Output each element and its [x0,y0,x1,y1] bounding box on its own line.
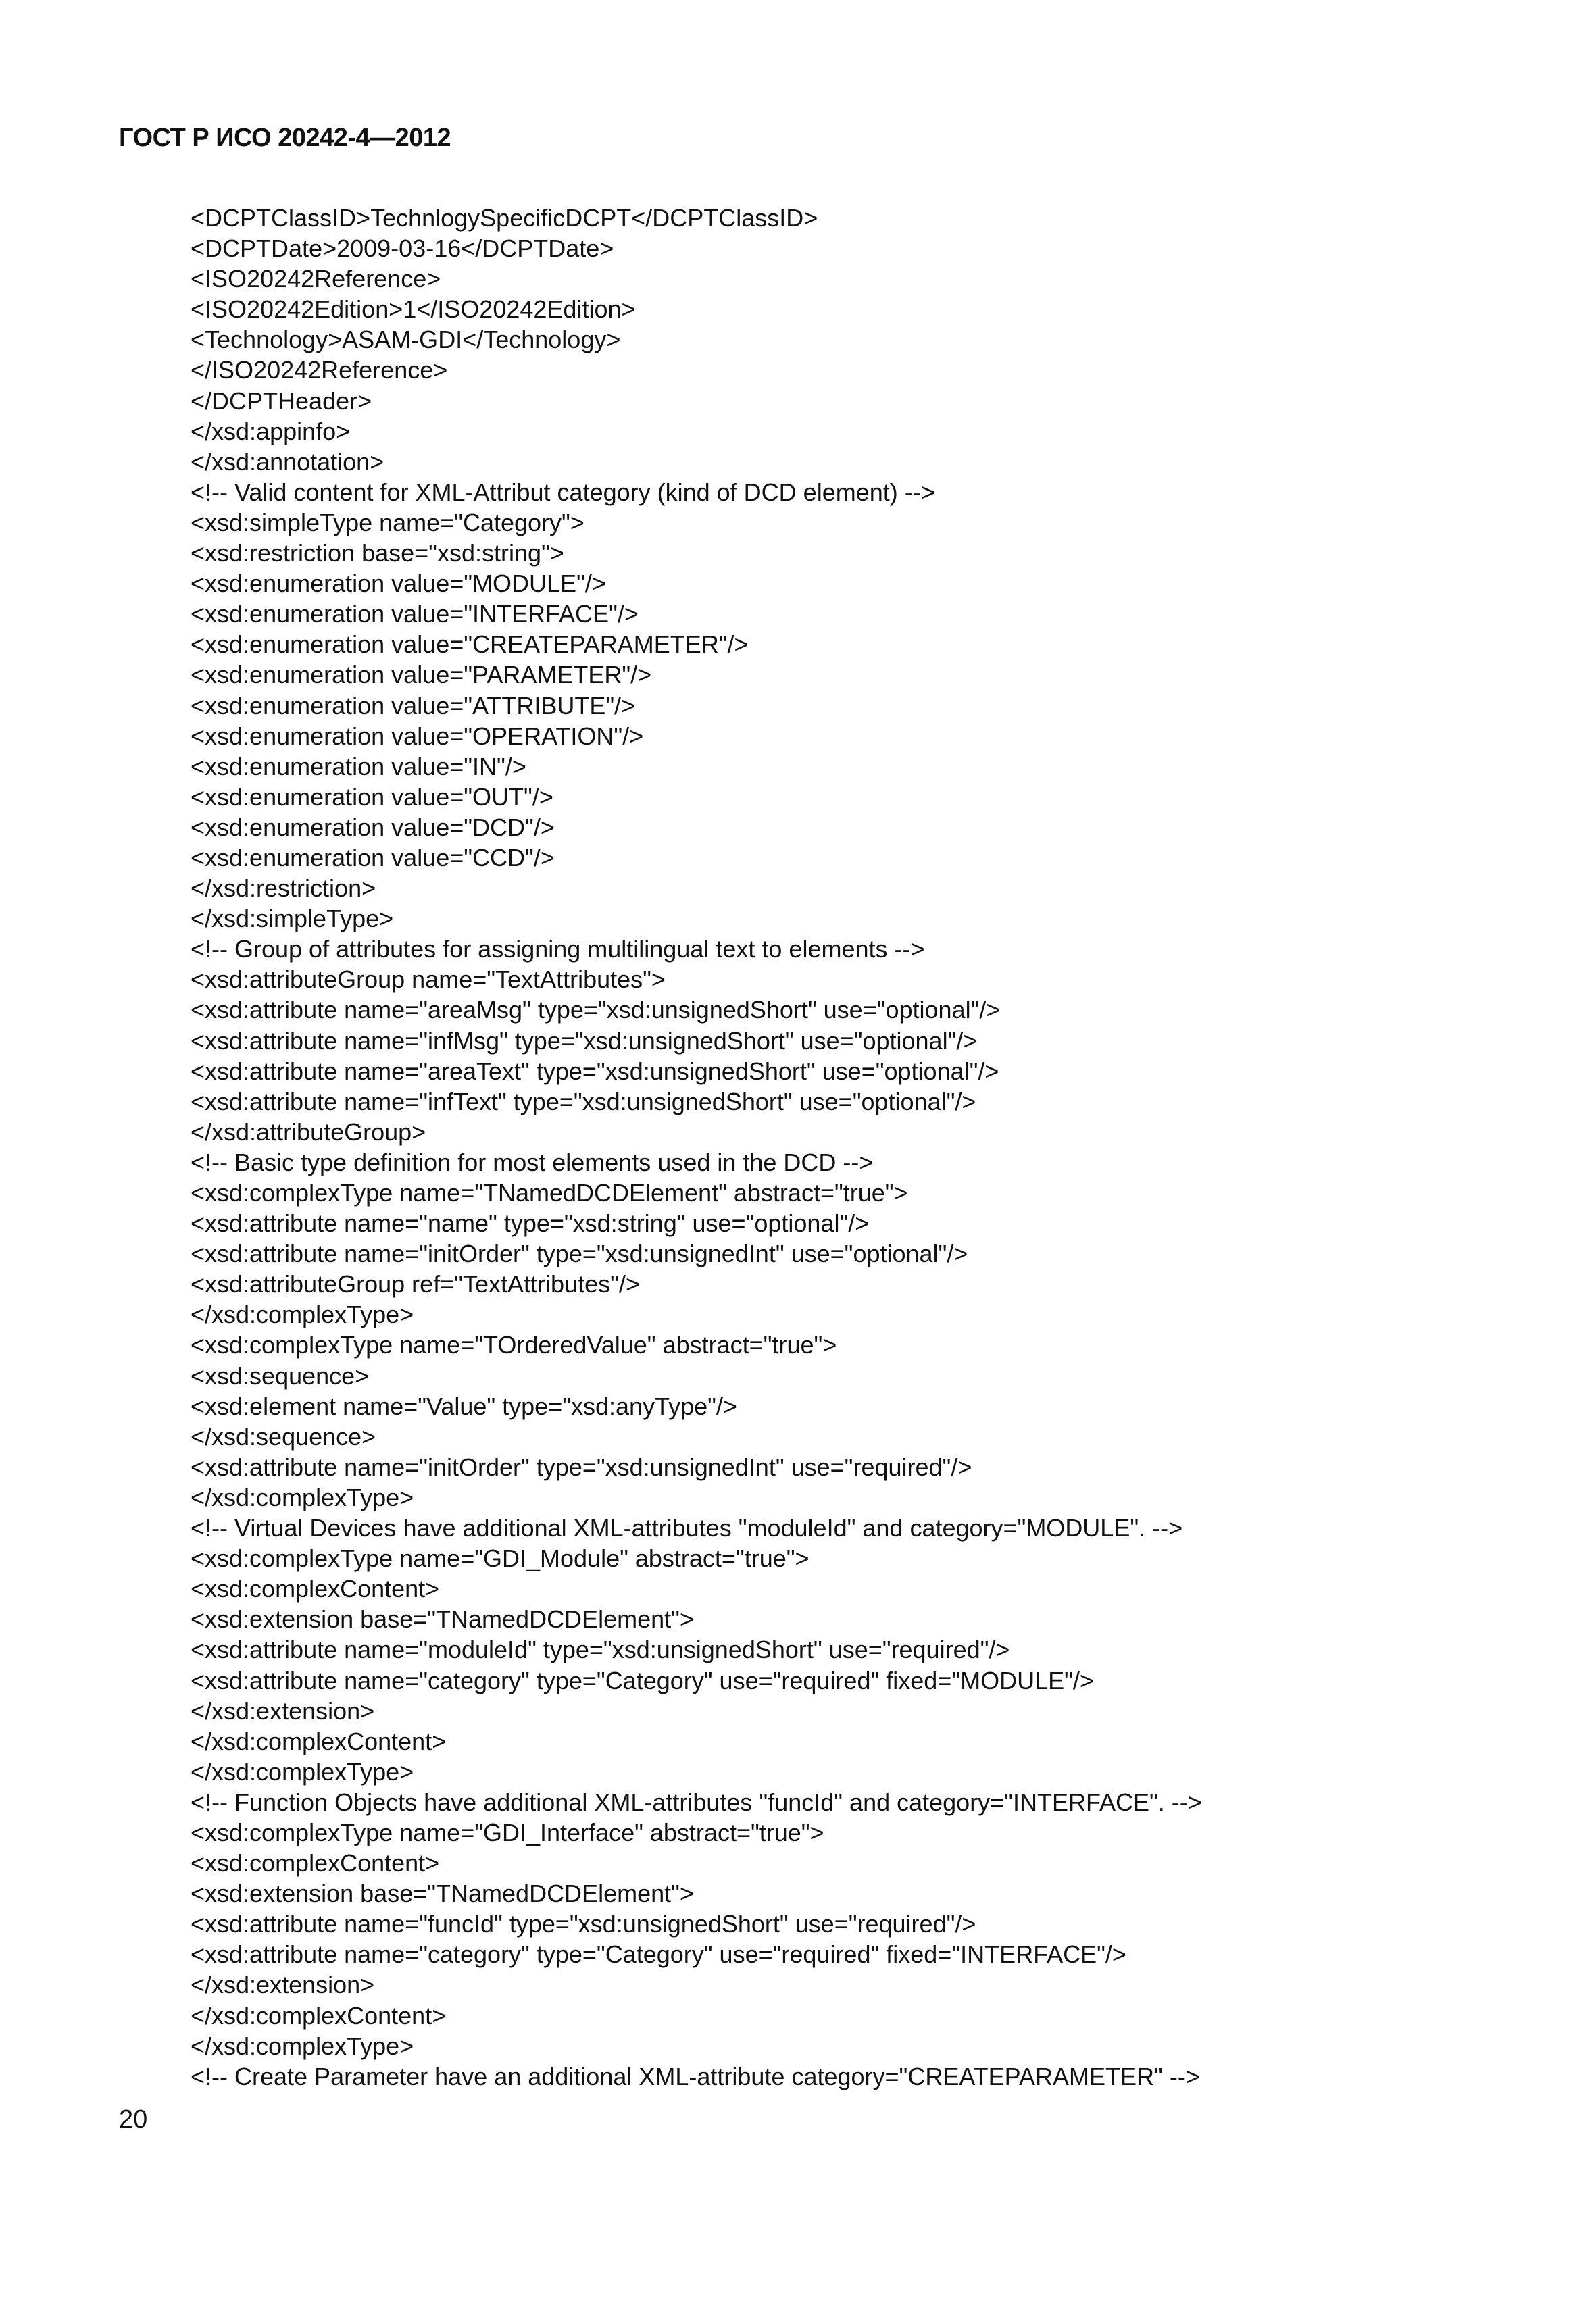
code-line: <xsd:extension base="TNamedDCDElement"> [191,1880,694,1908]
code-line: </xsd:extension> [191,1696,375,1725]
code-line: <xsd:enumeration value="CCD"/> [191,843,555,872]
code-line: <xsd:attribute name="areaMsg" type="xsd:unsignedShort" use="optional"/> [191,996,1001,1024]
code-line: <xsd:sequence> [191,1361,370,1390]
code-line: <xsd:attributeGroup ref="TextAttributes"/> [191,1270,640,1299]
code-line: <ISO20242Reference> [191,265,441,293]
code-line: <xsd:enumeration value="OUT"/> [191,782,553,811]
code-line: <xsd:attribute name="infText" type="xsd:unsignedShort" use="optional"/> [191,1087,976,1115]
code-line: </xsd:complexType> [191,1757,414,1786]
code-line: </xsd:simpleType> [191,905,394,933]
code-line: <xsd:complexType name="GDI_Module" abstract="true"> [191,1544,809,1573]
code-line: <xsd:complexContent> [191,1575,440,1603]
code-line: <xsd:enumeration value="OPERATION"/> [191,722,644,750]
document-header: ГОСТ Р ИСО 20242-4—2012 [119,124,451,152]
code-line: <xsd:enumeration value="DCD"/> [191,813,555,841]
code-line: </xsd:complexType> [191,2032,414,2060]
code-line: <xsd:element name="Value" type="xsd:anyType"/> [191,1392,737,1420]
code-line: </xsd:extension> [191,1971,375,1999]
code-line: </xsd:attributeGroup> [191,1117,426,1146]
code-line: <xsd:complexType name="TOrderedValue" abstract="true"> [191,1331,837,1359]
xml-schema-listing [191,203,1508,2092]
code-line: <xsd:restriction base="xsd:string"> [191,539,564,568]
code-line: <!-- Valid content for XML-Attribut category (kind of DCD element) --> [191,478,935,506]
code-line: <xsd:enumeration value="MODULE"/> [191,570,606,598]
code-line: <!-- Function Objects have additional XML-attributes "funcId" and category="INTERFACE". --> [191,1788,1202,1816]
code-line: <xsd:attribute name="category" type="Category" use="required" fixed="MODULE"/> [191,1666,1094,1694]
code-line: </xsd:complexType> [191,1301,414,1329]
code-line: </xsd:appinfo> [191,417,351,445]
code-line: </xsd:complexType> [191,1483,414,1511]
code-line: <xsd:attribute name="name" type="xsd:string" use="optional"/> [191,1209,870,1238]
code-line: <xsd:enumeration value="PARAMETER"/> [191,661,652,689]
page-number: 20 [119,2105,148,2134]
code-line: <DCPTDate>2009-03-16</DCPTDate> [191,234,614,263]
code-line: <xsd:enumeration value="ATTRIBUTE"/> [191,691,636,720]
code-line: </xsd:restriction> [191,874,376,903]
code-line: </DCPTHeader> [191,386,372,415]
code-line: <xsd:attribute name="funcId" type="xsd:unsignedShort" use="required"/> [191,1910,976,1938]
code-line: <xsd:attribute name="category" type="Category" use="required" fixed="INTERFACE"/> [191,1940,1126,1969]
code-line: <xsd:attribute name="moduleId" type="xsd:unsignedShort" use="required"/> [191,1636,1010,1664]
code-line: <xsd:enumeration value="IN"/> [191,752,526,780]
code-line: <xsd:attribute name="areaText" type="xsd:unsignedShort" use="optional"/> [191,1057,999,1085]
code-line: <DCPTClassID>TechnlogySpecificDCPT</DCPTClassID> [191,204,818,232]
code-line: <xsd:attribute name="infMsg" type="xsd:unsignedShort" use="optional"/> [191,1026,978,1055]
code-line: <xsd:extension base="TNamedDCDElement"> [191,1605,694,1634]
code-line: <xsd:complexType name="GDI_Interface" abstract="true"> [191,1818,824,1846]
code-line: <xsd:enumeration value="INTERFACE"/> [191,600,639,628]
code-line: <xsd:attribute name="initOrder" type="xsd:unsignedInt" use="optional"/> [191,1240,968,1268]
code-line: </xsd:annotation> [191,447,384,476]
code-line: <xsd:attributeGroup name="TextAttributes"> [191,965,666,994]
code-line: <xsd:enumeration value="CREATEPARAMETER"/> [191,630,749,659]
code-line: </xsd:complexContent> [191,1727,447,1755]
code-line: <Technology>ASAM-GDI</Technology> [191,326,621,354]
code-line: <xsd:complexContent> [191,1849,440,1878]
code-line: <!-- Virtual Devices have additional XML-attributes "moduleId" and category="MODULE". --> [191,1514,1183,1542]
code-line: </xsd:complexContent> [191,2001,447,2030]
code-line: <!-- Create Parameter have an additional XML-attribute category="CREATEPARAMETER" --> [191,2062,1200,2090]
code-line: </ISO20242Reference> [191,356,448,384]
code-line: <!-- Group of attributes for assigning multilingual text to elements --> [191,935,925,963]
code-line: <xsd:attribute name="initOrder" type="xsd:unsignedInt" use="required"/> [191,1453,972,1481]
code-line: <xsd:simpleType name="Category"> [191,508,584,536]
code-line: <!-- Basic type definition for most elements used in the DCD --> [191,1148,874,1176]
code-line: <ISO20242Edition>1</ISO20242Edition> [191,295,636,324]
code-line: <xsd:complexType name="TNamedDCDElement" abstract="true"> [191,1179,908,1207]
code-line: </xsd:sequence> [191,1422,376,1451]
